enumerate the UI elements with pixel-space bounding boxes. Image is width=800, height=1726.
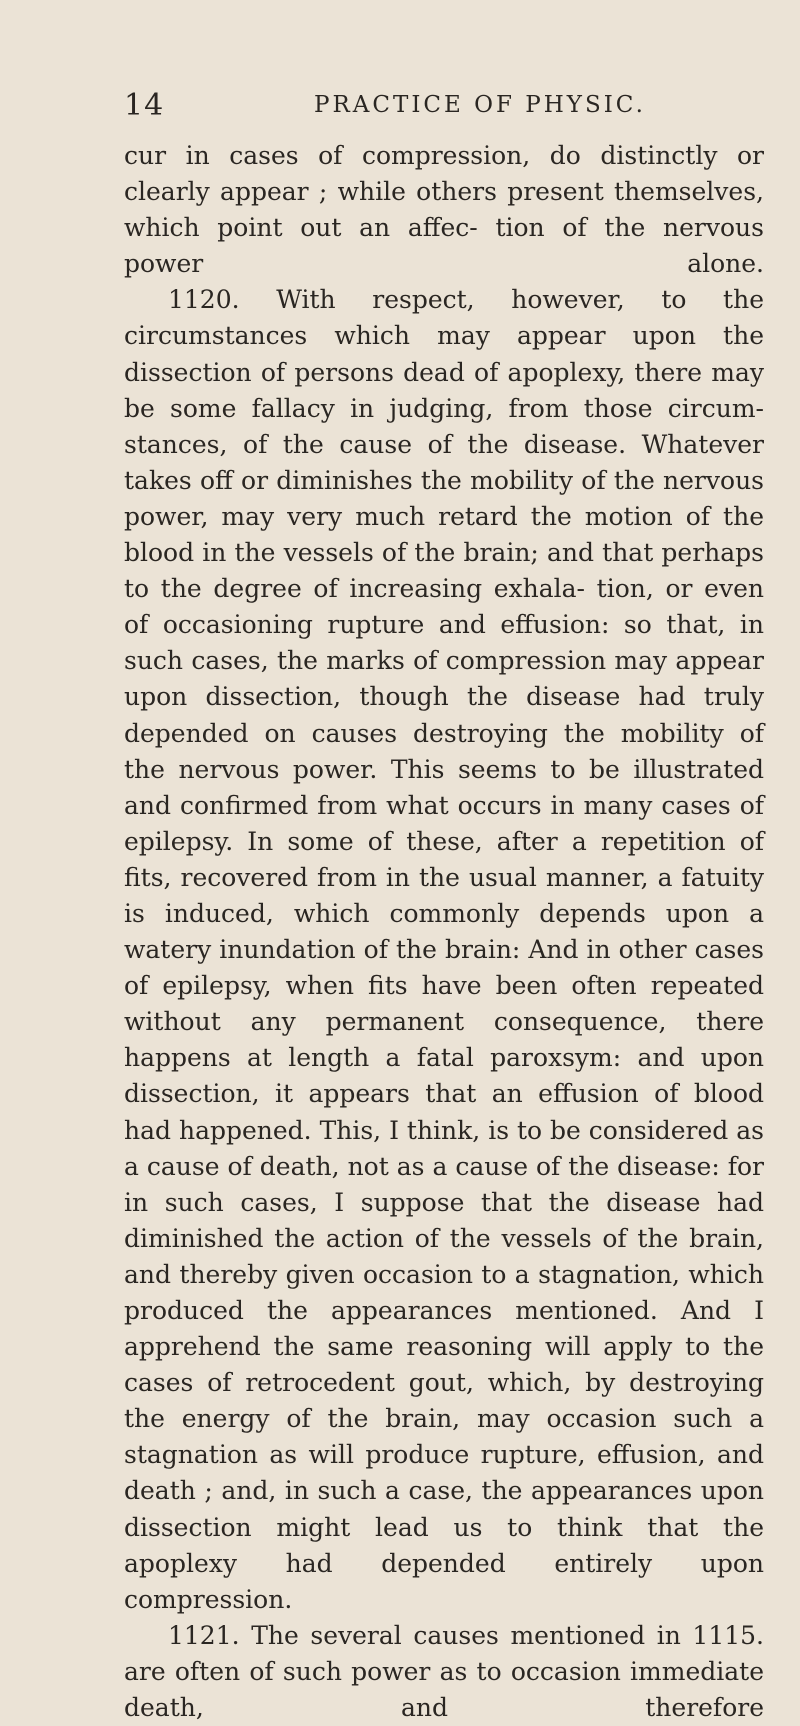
body-text bbox=[124, 138, 764, 1726]
running-head bbox=[124, 88, 740, 124]
page-number: 14 bbox=[124, 88, 165, 123]
paragraph-continuation: cur in cases of compression, do distinctly or clearly appear ; while others present themselves, which point out an affec- tion of the nervous power alone. bbox=[124, 141, 764, 279]
paragraph-1120: 1120. With respect, however, to the circumstances which may appear upon the dissection of persons dead of apoplexy, there may be some fallacy in judging, from those circum- stances, of the cause of the disease. Whatever takes off or diminishes the mobility of the nervous power, may very much retard the motion of the blood in the vessels of the brain; and that perhaps to the degree of increasing exhala- tion, or even of occasioning rupture and effusion: so that, in such cases, the marks of compression may appear upon dissection, though the disease had truly depended on causes destroying the mobility of the nervous power. This seems to be illustrated and confirmed from what occurs in many cases of epilepsy. In some of these, after a repetition of fits, recovered from in the usual manner, a fatuity is induced, which commonly depends upon a watery inundation of the brain: And in other cases of epilepsy, when fits have been often repeated without any permanent consequence, there happens at length a fatal paroxsym: and upon dissection, it appears that an effusion of blood had happened. This, I think, is to be considered as a cause of death, not as a cause of the disease: for in such cases, I suppose that the disease had diminished the action of the vessels of the brain, and thereby given occasion to a stagnation, which produced the appearances mentioned. And I apprehend the same reasoning will apply to the cases of retrocedent gout, which, by destroying the energy of the brain, may occasion such a stagnation as will produce rupture, effusion, and death ; and, in such a case, the appearances upon dissection might lead us to think that the apoplexy had depended entirely upon compression. bbox=[124, 285, 764, 1614]
paragraph-1121: 1121. The several causes mentioned in 1115. are often of such power as to occasion immediate death, and therefore bbox=[124, 1620, 764, 1723]
running-title: PRACTICE OF PHYSIC. bbox=[314, 92, 646, 118]
